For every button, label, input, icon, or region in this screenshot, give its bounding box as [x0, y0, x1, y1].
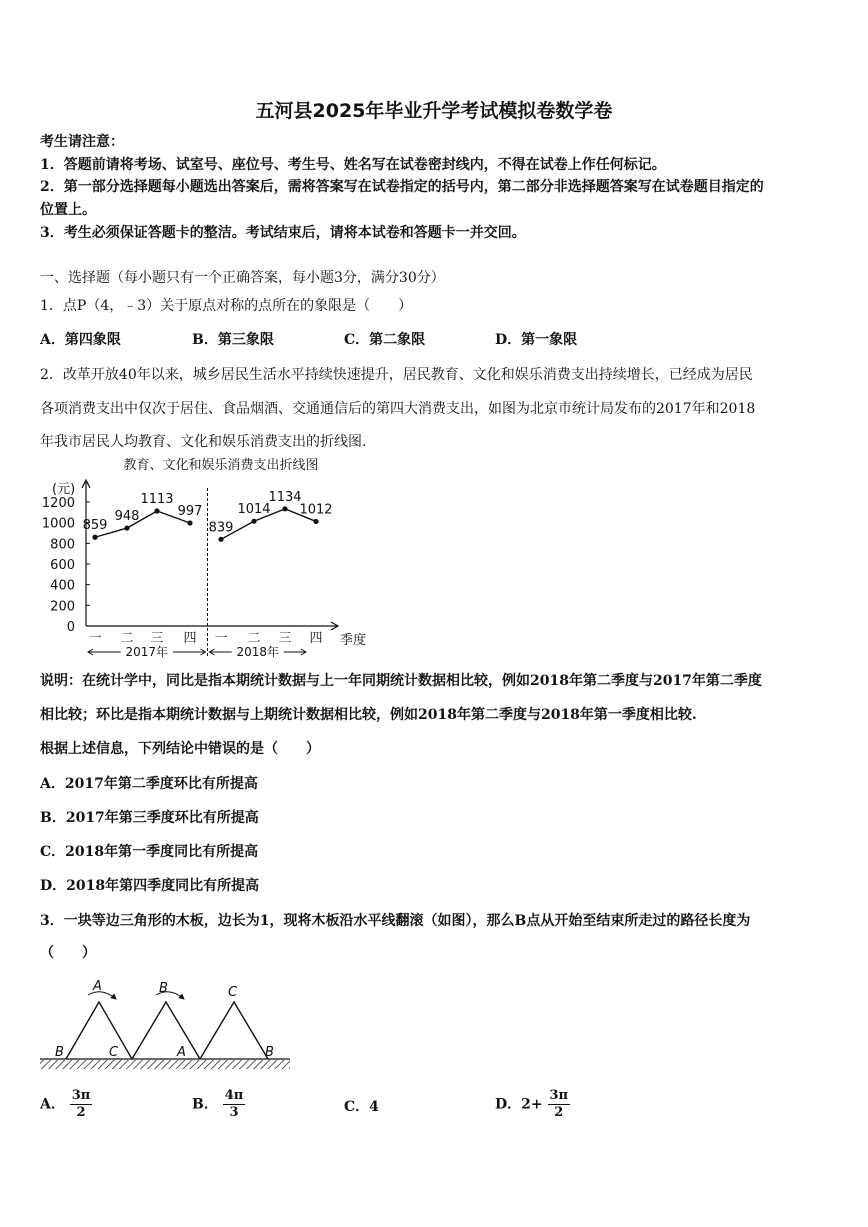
q2-option-c: C．2018年第一季度同比有所提高	[40, 844, 259, 860]
q2-option-b: B．2017年第三季度环比有所提高	[40, 810, 259, 826]
page-title: 五河县2025年毕业升学考试模拟卷数学卷	[255, 100, 613, 122]
label-B-left: B	[55, 1045, 64, 1060]
data-label: 997	[177, 503, 203, 519]
q3-option-d-den: 2	[554, 1105, 564, 1120]
notice-item-2: 2．第一部分选择题每小题选出答案后，需将答案写在试卷指定的括号内，第二部分非选择题答案写在试卷题目指定的	[40, 179, 764, 195]
q3-option-b-den: 3	[229, 1105, 239, 1120]
q3-option-b-fraction	[223, 1088, 246, 1121]
data-label: 1014	[237, 502, 271, 518]
data-point	[218, 537, 223, 542]
y-tick-label: 600	[50, 558, 75, 573]
q2-stem-line-2: 各项消费支出中仅次于居住、食品烟酒、交通通信后的第四大消费支出，如图为北京市统计局发布的2017年和2018	[40, 401, 756, 417]
q2-explain-line-2: 相比较；环比是指本期统计数据与上期统计数据相比较，例如2018年第二季度与2018年第一季度相比较.	[40, 707, 697, 723]
x-axis-label: 季度	[340, 633, 367, 648]
data-point	[154, 508, 159, 513]
q3-option-a	[40, 1088, 92, 1121]
q2-stem-line-3: 年我市居民人均教育、文化和娱乐消费支出的折线图.	[40, 434, 367, 450]
year-label: 2017年	[125, 645, 169, 659]
data-label: 1012	[299, 502, 333, 518]
data-label: 859	[82, 518, 108, 534]
series-line	[95, 511, 190, 537]
notice-item-1: 1．答题前请将考场、试室号、座位号、考生号、姓名写在试卷密封线内，不得在试卷上作任何标记。	[40, 157, 666, 173]
q3-stem-line-1: 3．一块等边三角形的木板，边长为1，现将木板沿水平线翻滚（如图），那么B点从开始至结束所走过的路径长度为	[40, 913, 751, 929]
data-label: 839	[208, 520, 234, 536]
q2-question: 根据上述信息，下列结论中错误的是（ ）	[40, 741, 320, 757]
q3-option-b	[192, 1088, 245, 1121]
q3-option-d-num: 3π	[549, 1088, 569, 1103]
q2-option-d: D．2018年第四季度同比有所提高	[40, 878, 260, 894]
chart-ylabel: (元)	[52, 482, 76, 497]
x-tick-label: 四	[183, 631, 197, 646]
data-point	[313, 519, 318, 524]
q3-option-d	[495, 1088, 570, 1121]
x-tick-label: 四	[309, 631, 323, 646]
q2-option-a: A．2017年第二季度环比有所提高	[40, 776, 258, 792]
q3-option-a-den: 2	[76, 1105, 86, 1120]
data-point	[124, 525, 129, 530]
ground-hatch	[40, 1060, 290, 1069]
label-B-top: B	[159, 981, 168, 996]
q2-stem-line-1: 2．改革开放40年以来，城乡居民生活水平持续快速提升，居民教育、文化和娱乐消费支出持续增长，已经成为居民	[40, 367, 753, 383]
q3-option-a-fraction	[70, 1088, 93, 1121]
q3-option-b-label: B．	[192, 1096, 218, 1113]
label-A-bottom: A	[177, 1045, 186, 1060]
notice-item-3: 3．考生必须保证答题卡的整洁。考试结束后，请将本试卷和答题卡一并交回。	[40, 225, 526, 241]
triangle-3	[200, 1002, 268, 1059]
q3-option-a-num: 3π	[71, 1088, 91, 1103]
y-tick-label: 800	[50, 537, 75, 553]
q1-option-a: A．第四象限	[40, 332, 121, 348]
q2-explain-line-1: 说明：在统计学中，同比是指本期统计数据与上一年同期统计数据相比较，例如2018年第二季度与2017年第二季度	[40, 673, 762, 689]
chart-title: 教育、文化和娱乐消费支出折线图	[123, 458, 319, 473]
x-tick-label: 三	[150, 631, 164, 646]
data-label: 1134	[268, 489, 302, 505]
triangle-2	[132, 1002, 200, 1059]
data-point	[251, 519, 256, 524]
q3-option-b-num: 4π	[224, 1088, 244, 1103]
label-C-top: C	[228, 985, 238, 1000]
triangle-figure	[36, 975, 298, 1075]
q3-option-d-fraction	[548, 1088, 571, 1121]
x-tick-label: 一	[88, 631, 102, 646]
q3-option-a-label: A．	[40, 1096, 65, 1113]
x-tick-label: 三	[278, 631, 292, 646]
data-point	[282, 506, 287, 511]
q1-stem: 1．点P（4，﹣3）关于原点对称的点所在的象限是（ ）	[40, 298, 413, 314]
q1-option-d: D．第一象限	[495, 332, 578, 348]
x-tick-label: 二	[247, 631, 261, 646]
data-point	[187, 520, 192, 525]
x-tick-label: 二	[120, 631, 134, 646]
section-heading: 一、选择题（每小题只有一个正确答案，每小题3分，满分30分）	[40, 270, 445, 286]
label-A-top: A	[93, 979, 102, 994]
data-point	[92, 535, 97, 540]
year-label: 2018年	[236, 645, 280, 659]
label-B-right: B	[265, 1045, 274, 1060]
q3-stem-line-2: （ ）	[40, 945, 96, 961]
y-tick-label: 1200	[41, 496, 75, 511]
data-label: 1113	[140, 491, 174, 507]
notice-heading: 考生请注意：	[40, 134, 124, 150]
notice-item-2-cont: 位置上。	[40, 202, 96, 218]
y-tick-label: 200	[50, 599, 75, 615]
triangle-1	[66, 1002, 132, 1059]
q3-option-c: C．4	[344, 1099, 379, 1115]
q1-option-c: C．第二象限	[344, 332, 426, 348]
line-chart	[38, 454, 378, 664]
data-label: 948	[114, 509, 140, 525]
label-C-bottom: C	[109, 1045, 119, 1060]
q3-option-d-label: D．2+	[495, 1096, 543, 1113]
y-tick-label: 1000	[41, 516, 75, 532]
y-tick-label: 0	[66, 620, 75, 635]
q1-option-b: B．第三象限	[192, 332, 274, 348]
x-tick-label: 一	[214, 631, 228, 646]
y-tick-label: 400	[50, 578, 75, 594]
